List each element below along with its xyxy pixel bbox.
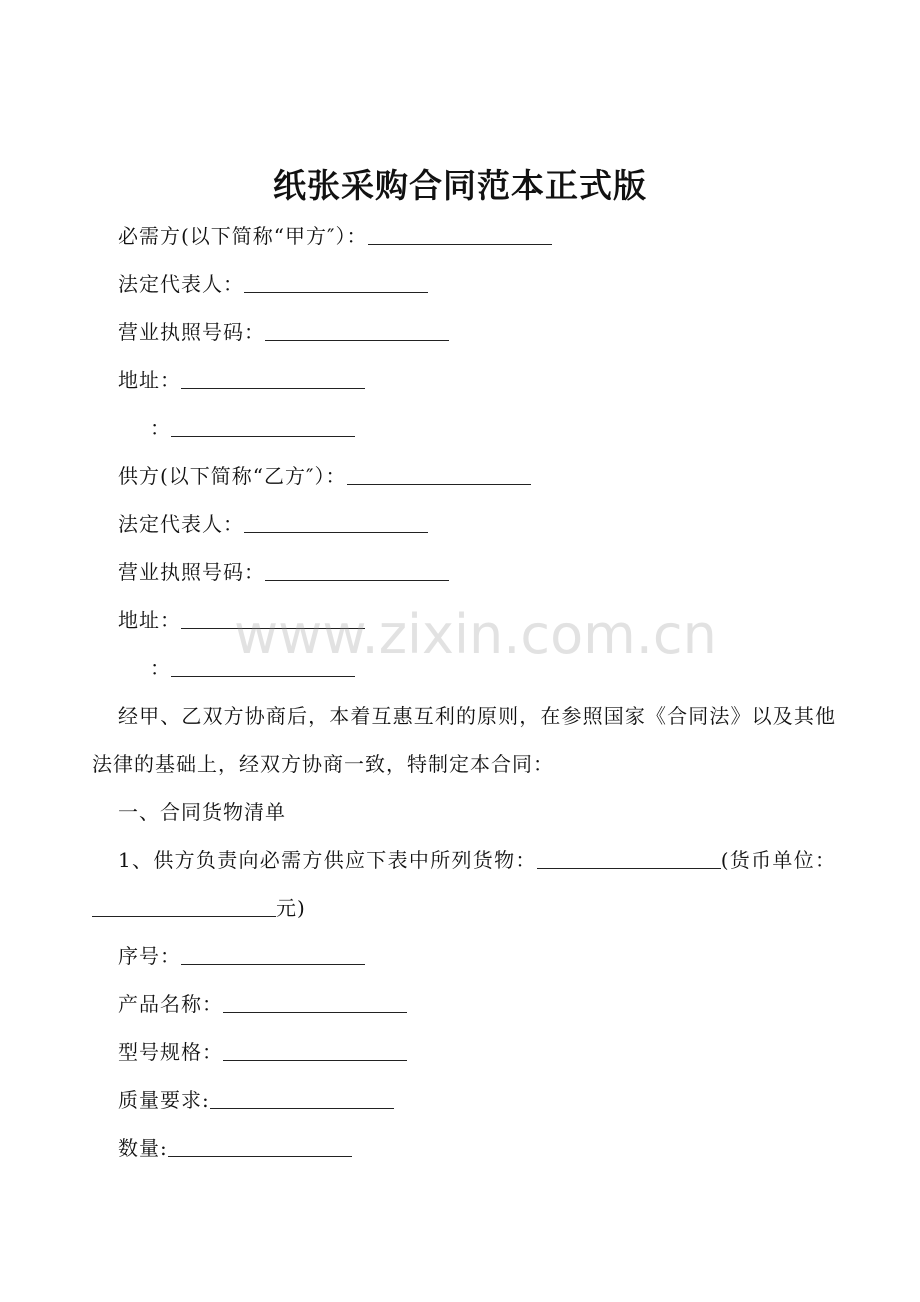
party-a-rep-line	[118, 260, 428, 308]
clause-1-goods-blank[interactable]	[537, 844, 721, 869]
item-name-label: 产品名称：	[118, 992, 223, 1016]
document-title: 纸张采购合同范本正式版	[273, 166, 647, 205]
party-a-license-label: 营业执照号码：	[118, 320, 265, 344]
item-quality-blank[interactable]	[210, 1084, 394, 1109]
party-a-label: 必需方(以下简称“甲方″）：	[118, 224, 368, 248]
item-serial-blank[interactable]	[181, 940, 365, 965]
party-a-license-blank[interactable]	[265, 316, 449, 341]
party-b-extra-line	[150, 644, 355, 692]
item-quantity-line	[118, 1124, 352, 1172]
party-a-extra-label: ：	[150, 416, 171, 440]
item-quantity-label: 数量:	[118, 1136, 168, 1160]
item-model-line	[118, 1028, 407, 1076]
party-b-blank[interactable]	[347, 460, 531, 485]
clause-1-paragraph	[92, 836, 836, 932]
item-quality-line	[118, 1076, 394, 1124]
party-a-extra-blank[interactable]	[171, 412, 355, 437]
clause-1-currency-blank[interactable]	[92, 892, 276, 917]
party-a-rep-label: 法定代表人：	[118, 272, 244, 296]
party-a-blank[interactable]	[368, 220, 552, 245]
section-1-heading: 一、合同货物清单	[118, 800, 286, 824]
party-b-extra-label: ：	[150, 656, 171, 680]
party-b-extra-blank[interactable]	[171, 652, 355, 677]
item-name-blank[interactable]	[223, 988, 407, 1013]
clause-1-currency-open: (货币单位：	[720, 848, 836, 872]
party-a-address-label: 地址：	[118, 368, 181, 392]
party-a-extra-line	[150, 404, 355, 452]
party-b-license-blank[interactable]	[265, 556, 449, 581]
party-b-label: 供方(以下简称“乙方″）：	[118, 464, 347, 488]
party-b-address-line	[118, 596, 365, 644]
party-b-rep-label: 法定代表人：	[118, 512, 244, 536]
item-quantity-blank[interactable]	[168, 1132, 352, 1157]
item-model-label: 型号规格：	[118, 1040, 223, 1064]
watermark: www.zixin.com.cn	[234, 603, 717, 666]
party-a-address-blank[interactable]	[181, 364, 365, 389]
party-a-address-line	[118, 356, 365, 404]
item-model-blank[interactable]	[223, 1036, 407, 1061]
party-a-line	[118, 212, 552, 260]
party-a-license-line	[118, 308, 449, 356]
clause-1-prefix: 1、供方负责向必需方供应下表中所列货物：	[118, 848, 537, 872]
party-b-license-line	[118, 548, 449, 596]
party-b-license-label: 营业执照号码：	[118, 560, 265, 584]
intro-paragraph: 经甲、乙双方协商后，本着互惠互利的原则，在参照国家《合同法》以及其他法律的基础上，经双方协商一致，特制定本合同：	[92, 704, 836, 776]
party-b-rep-blank[interactable]	[244, 508, 428, 533]
item-serial-label: 序号：	[118, 944, 181, 968]
party-b-rep-line	[118, 500, 428, 548]
party-b-line	[118, 452, 531, 500]
item-quality-label: 质量要求:	[118, 1088, 210, 1112]
item-name-line	[118, 980, 407, 1028]
party-b-address-label: 地址：	[118, 608, 181, 632]
party-b-address-blank[interactable]	[181, 604, 365, 629]
clause-1-currency-close: 元)	[276, 896, 306, 920]
item-serial-line	[118, 932, 365, 980]
party-a-rep-blank[interactable]	[244, 268, 428, 293]
